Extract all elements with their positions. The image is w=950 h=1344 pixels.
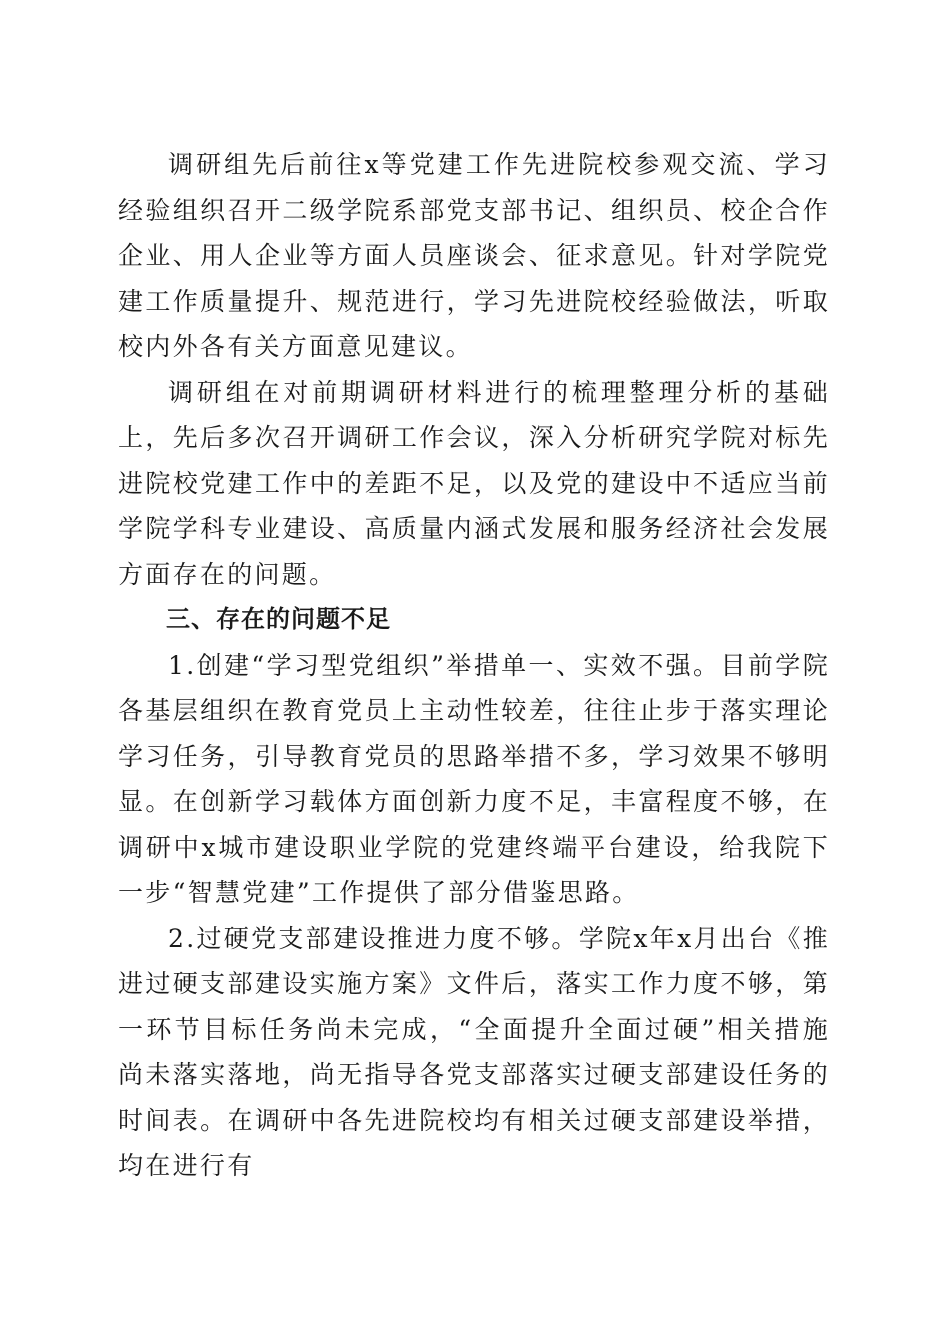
section-heading-problems: 三、存在的问题不足 — [166, 605, 391, 633]
paragraph-problem-1: 1.创建“学习型党组织”举措单一、实效不强。目前学院各基层组织在教育党员上主动性较差，往往止步于落实理论学习任务，引导教育党员的思路举措不多，学习效果不够明显。在创新学习载体方面创新力度不足，丰富程度不够，在调研中x城市建设职业学院的党建终端平台建设，给我院下一步“智慧党建”工作提供了部分借鉴思路。 — [118, 650, 830, 907]
paragraph-analysis: 调研组在对前期调研材料进行的梳理整理分析的基础上，先后多次召开调研工作会议，深入分析研究学院对标先进院校党建工作中的差距不足，以及党的建设中不适应当前学院学科专业建设、高质量内涵式发展和服务经济社会发展方面存在的问题。 — [118, 377, 830, 589]
paragraph-visit-exchange: 调研组先后前往x等党建工作先进院校参观交流、学习经验组织召开二级学院系部党支部书记、组织员、校企合作企业、用人企业等方面人员座谈会、征求意见。针对学院党建工作质量提升、规范进行，学习先进院校经验做法，听取校内外各有关方面意见建议。 — [118, 150, 830, 361]
paragraph-problem-2: 2.过硬党支部建设推进力度不够。学院x年x月出台《推进过硬支部建设实施方案》文件后，落实工作力度不够，第一环节目标任务尚未完成，“全面提升全面过硬”相关措施尚未落实落地，尚无指导各党支部落实过硬支部建设任务的时间表。在调研中各先进院校均有相关过硬支部建设举措，均在进行有 — [118, 923, 830, 1180]
document-body — [118, 142, 830, 1189]
